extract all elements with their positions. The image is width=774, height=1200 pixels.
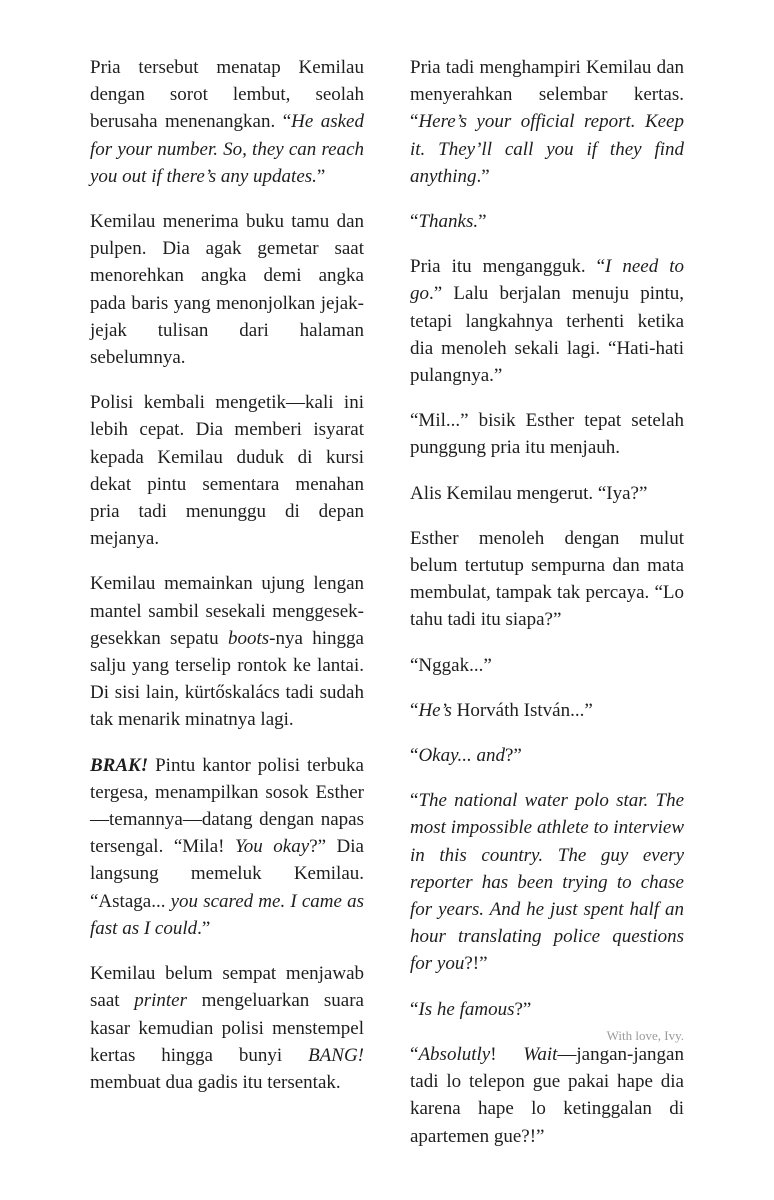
text-run: —jangan-jangan tadi lo telepon gue pakai hape dia karena hape lo ketinggalan di apartemen gue?!” (410, 1043, 684, 1147)
paragraph (410, 253, 684, 389)
emphasis-text: I need to go (410, 256, 684, 305)
emphasis-text: Thanks. (418, 211, 479, 233)
text-run: ?” (504, 745, 522, 767)
text-run: .” (476, 165, 490, 187)
emphasis-text: The national water polo star. The most impossible athlete to interview in this country. The guy every reporter has been trying to chase for years. And he just spent half an hour translating police questions for you (410, 790, 684, 975)
text-run: Kemilau memainkan ujung lengan mantel sambil sesekali menggesek-gesekkan sepatu (90, 573, 364, 649)
emphasis-text: BRAK! (90, 754, 149, 776)
text-run: Kemilau menerima buku tamu dan pulpen. Dia agak gemetar saat menorehkan angka demi angka pada baris yang menonjolkan jejak-jejak tulisan dari halaman sebelumnya. (90, 211, 364, 369)
text-run: Esther menoleh dengan mulut belum tertutup sempurna dan mata membulat, tampak tak percaya. “Lo tahu tadi itu siapa?” (410, 527, 684, 631)
paragraph (410, 480, 684, 507)
text-run: “ (410, 211, 419, 233)
paragraph (410, 54, 684, 190)
text-run: ?” Dia langsung memeluk Kemilau. “Astaga... (90, 836, 364, 912)
text-run: Pintu kantor polisi terbuka tergesa, menampilkan sosok Esther—temannya—datang dengan napas tersengal. “Mila! (90, 754, 364, 858)
emphasis-text: He’s (418, 699, 452, 721)
paragraph (410, 407, 684, 461)
text-run: Pria itu mengangguk. “ (410, 256, 606, 278)
paragraph (410, 996, 684, 1023)
text-run: “ (410, 790, 419, 812)
emphasis-text: He asked for your number. So, they can reach you out if there’s any updates. (90, 111, 364, 187)
emphasis-text: Here’s your official report. Keep it. They’ll call you if they find anything (410, 111, 684, 187)
paragraph (90, 570, 364, 733)
text-run: .” Lalu berjalan menuju pintu, tetapi langkahnya terhenti ketika dia menoleh sekali lagi. “Hati-hati pulangnya.” (410, 283, 684, 387)
text-run: Kemilau belum sempat menjawab saat (90, 963, 364, 1012)
paragraph (410, 525, 684, 634)
emphasis-text: Absolutly (418, 1043, 491, 1065)
paragraph (410, 652, 684, 679)
text-run: ” (316, 165, 326, 187)
text-run: -nya hingga salju yang terselip rontok ke lantai. Di sisi lain, kürtőskalács tadi sudah tak menarik minatnya lagi. (90, 627, 364, 731)
text-run: Horváth István...” (451, 699, 593, 721)
emphasis-text: Okay... and (418, 745, 505, 767)
emphasis-text: You okay (234, 836, 310, 858)
text-run: Pria tadi menghampiri Kemilau dan menyerahkan selembar kertas. “ (410, 57, 684, 133)
emphasis-text: Is he famous (418, 998, 515, 1020)
emphasis-text: you scared me. I came as fast as I could (90, 890, 364, 939)
paragraph (90, 960, 364, 1096)
text-run: “ (410, 745, 419, 767)
paragraph (410, 742, 684, 769)
paragraph (410, 1041, 684, 1150)
emphasis-text: boots (227, 627, 270, 649)
text-run: “ (410, 699, 419, 721)
text-run: ! (490, 1043, 524, 1065)
text-run: Pria tersebut menatap Kemilau dengan sorot lembut, seolah berusaha menenangkan. “ (90, 57, 364, 133)
text-run: ” (478, 211, 487, 233)
text-run: .” (197, 917, 211, 939)
paragraph (90, 389, 364, 552)
text-run: Polisi kembali mengetik—kali ini lebih cepat. Dia memberi isyarat kepada Kemilau duduk di kursi dekat pintu sementara menahan pria tadi menunggu di depan mejanya. (90, 392, 364, 550)
left-column (90, 54, 364, 1114)
text-run: mengeluarkan suara kasar kemudian polisi menstempel kertas hingga bunyi (90, 990, 364, 1066)
text-run: “Mil...” bisik Esther tepat setelah punggung pria itu menjauh. (410, 410, 684, 459)
text-run: ?” (514, 998, 532, 1020)
paragraph (410, 787, 684, 977)
paragraph (410, 208, 684, 235)
text-run: “Nggak...” (410, 654, 492, 676)
footer-signature: With love, Ivy. (606, 1028, 684, 1043)
text-run: Alis Kemilau mengerut. “Iya?” (410, 482, 648, 504)
text-run: “ (410, 1043, 419, 1065)
paragraph (90, 752, 364, 942)
emphasis-text: BANG! (308, 1044, 364, 1066)
emphasis-text: Wait (523, 1043, 558, 1065)
text-run: “ (410, 998, 419, 1020)
right-column (410, 54, 684, 1168)
paragraph (410, 697, 684, 724)
emphasis-text: printer (134, 990, 187, 1012)
paragraph (90, 208, 364, 371)
paragraph (90, 54, 364, 190)
text-run: ?!” (464, 953, 488, 975)
text-run: membuat dua gadis itu tersentak. (90, 1071, 341, 1093)
